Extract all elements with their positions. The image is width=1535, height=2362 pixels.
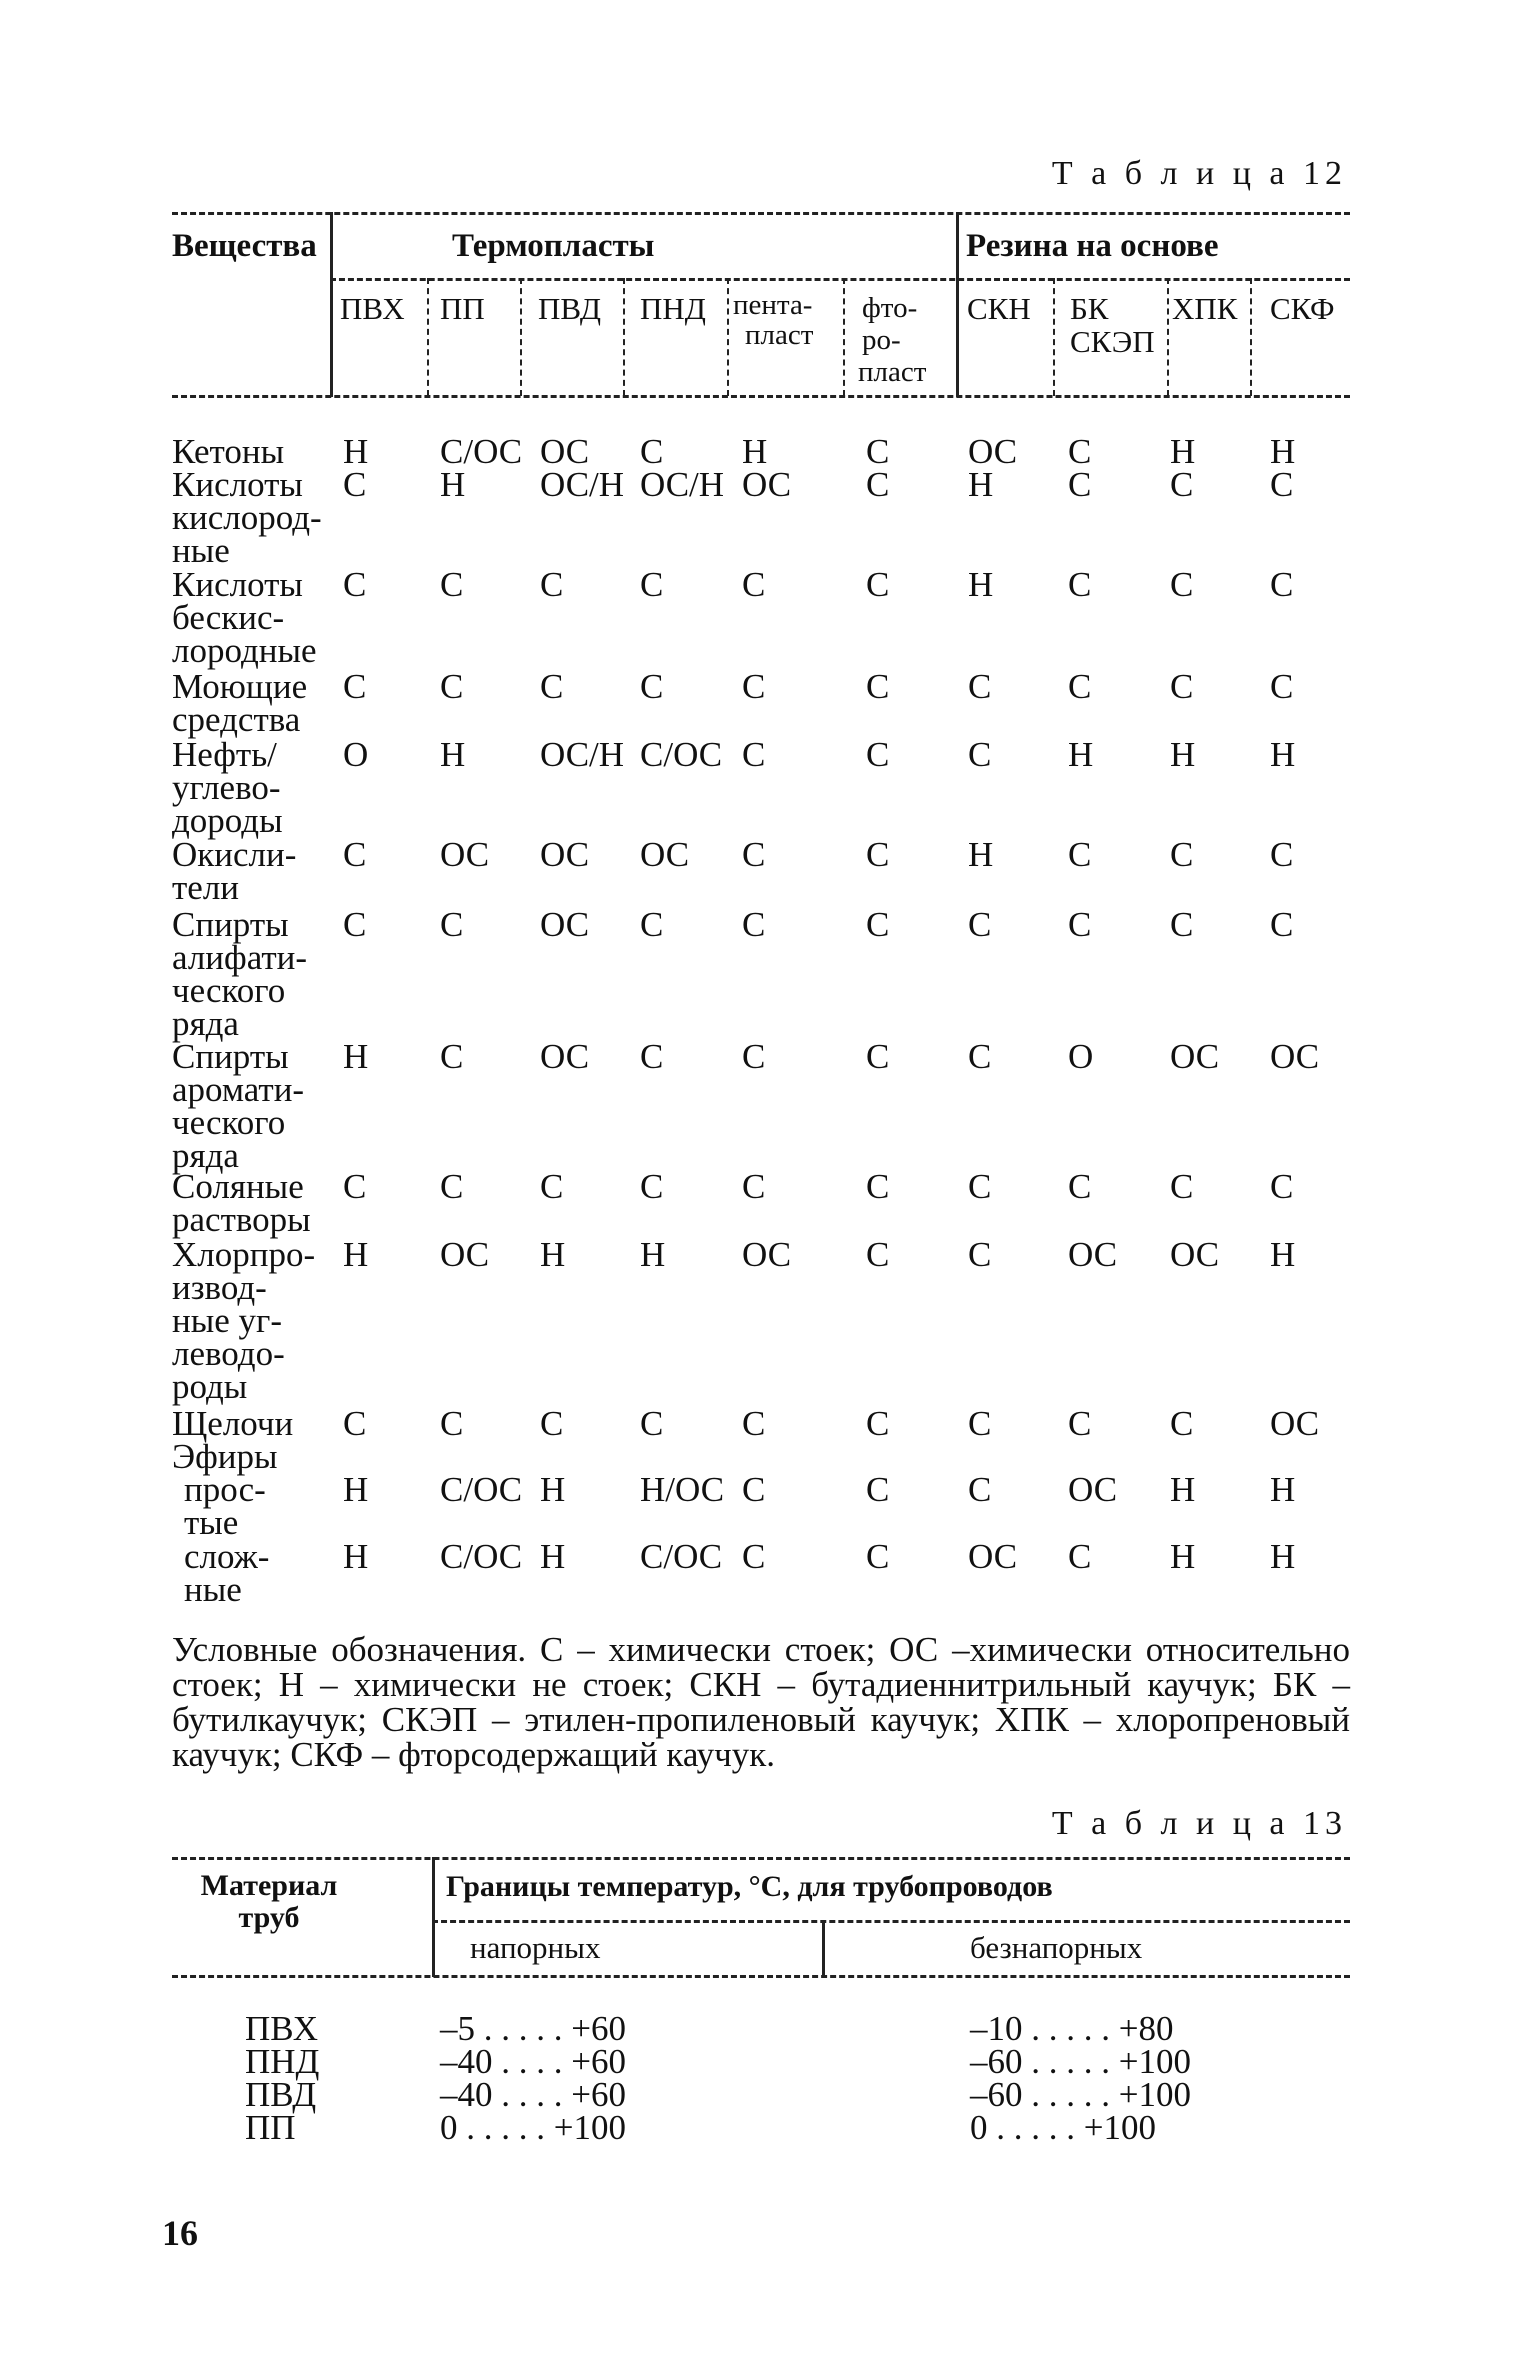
row-substance-line: лородные — [172, 631, 317, 670]
table-cell: С — [866, 735, 890, 774]
table13-vrule — [822, 1920, 825, 1977]
table-cell: С — [742, 905, 766, 944]
table-cell: С — [968, 1404, 992, 1443]
row-substance-line: алифати- — [172, 938, 308, 977]
table-cell: С/ОС — [640, 1537, 723, 1576]
column-header: ХПК — [1172, 291, 1238, 326]
row-substance-line: Соляные — [172, 1167, 304, 1206]
table-cell: Н — [343, 432, 369, 471]
row-substance-name — [172, 465, 322, 570]
table12-header-bottom-rule — [172, 395, 1350, 398]
table-cell: С — [640, 667, 664, 706]
table-cell: С — [1068, 1167, 1092, 1206]
table12-vrule — [427, 278, 429, 396]
row-substance-line: ческого — [172, 1103, 286, 1142]
table-cell: С — [540, 1167, 564, 1206]
table13-vrule — [432, 1857, 435, 1977]
table-cell: С — [1170, 835, 1194, 874]
table-cell: С — [343, 1167, 367, 1206]
table-cell: ОС — [1068, 1235, 1118, 1274]
table-cell: С/ОС — [440, 432, 523, 471]
table-cell: С — [1270, 905, 1294, 944]
row-substance-line: тые — [184, 1503, 239, 1542]
table-cell: С — [866, 667, 890, 706]
t13-header-bounds: Границы температур, °С, для трубопроводов — [446, 1870, 1053, 1903]
row-substance-name — [172, 432, 285, 471]
table-cell: О — [343, 735, 369, 774]
row-substance-line: ряда — [172, 1004, 239, 1043]
row-substance-line: бескис- — [172, 598, 285, 637]
row-substance-line: ные — [172, 531, 230, 570]
row-substance-line: Кетоны — [172, 432, 285, 471]
table-cell: С — [968, 735, 992, 774]
table-cell: С — [640, 432, 664, 471]
row-substance-line: леводо- — [172, 1334, 285, 1373]
table-cell: ОС — [540, 835, 590, 874]
table-cell: С — [866, 465, 890, 504]
table-cell: С — [1170, 905, 1194, 944]
table-cell: С/ОС — [640, 735, 723, 774]
table12-vrule — [727, 278, 729, 396]
t13-pressure-cell: –40 . . . . +60 — [440, 2075, 626, 2114]
table12-vrule — [1053, 278, 1055, 396]
table-cell: С — [343, 465, 367, 504]
table12-vrule — [843, 278, 845, 396]
header-substances: Вещества — [172, 228, 317, 264]
row-substance-name — [172, 1235, 316, 1406]
row-substance-line: Хлорпро- — [172, 1235, 316, 1274]
table-cell: ОС — [1270, 1404, 1320, 1443]
table-cell: С — [742, 1037, 766, 1076]
table12-header-mid-rule — [330, 278, 1350, 281]
ethers-heading: Эфиры — [172, 1437, 278, 1476]
table-cell: ОС — [1068, 1470, 1118, 1509]
row-substance-name — [172, 735, 283, 840]
table-cell: С — [968, 667, 992, 706]
row-substance-line: роды — [172, 1367, 248, 1406]
table-cell: Н — [1170, 735, 1196, 774]
table-cell: С — [1270, 565, 1294, 604]
table-cell: Н — [1068, 735, 1094, 774]
table12-vrule — [1250, 278, 1252, 396]
t13-gravity-cell: 0 . . . . . +100 — [970, 2108, 1156, 2147]
row-substance-line: ные — [184, 1570, 242, 1609]
row-substance-name — [184, 1537, 270, 1609]
table-cell: ОС — [540, 432, 590, 471]
header-thermoplastics: Термопласты — [452, 228, 655, 264]
table-cell: С — [1170, 1404, 1194, 1443]
table-cell: Н — [1270, 735, 1296, 774]
table-cell: Н — [1270, 432, 1296, 471]
table12-vrule — [520, 278, 522, 396]
table-cell: С — [968, 905, 992, 944]
table-cell: С — [440, 1037, 464, 1076]
column-header: фто- ро- пласт — [858, 292, 927, 388]
row-substance-line: ные уг- — [172, 1301, 283, 1340]
table-cell: С — [440, 1404, 464, 1443]
row-substance-line: Спирты — [172, 1037, 289, 1076]
table-cell: С — [866, 1470, 890, 1509]
row-substance-line: Моющие — [172, 667, 308, 706]
row-substance-line: Спирты — [172, 905, 289, 944]
table-cell: С — [343, 1404, 367, 1443]
table-cell: ОС — [440, 1235, 490, 1274]
table-cell: С — [1068, 905, 1092, 944]
table-cell: Н/ОС — [640, 1470, 725, 1509]
table-cell: С — [1068, 1404, 1092, 1443]
table-cell: С — [1068, 835, 1092, 874]
column-header: ПВД — [538, 291, 602, 326]
table-cell: Н — [540, 1470, 566, 1509]
table-cell: ОС — [742, 465, 792, 504]
table-cell: С — [343, 905, 367, 944]
table-cell: ОС — [1170, 1037, 1220, 1076]
table-cell: С — [866, 1235, 890, 1274]
table-cell: Н — [440, 735, 466, 774]
table-cell: С — [343, 835, 367, 874]
row-substance-line: Щелочи — [172, 1404, 294, 1443]
table-cell: С/ОС — [440, 1537, 523, 1576]
table12-vrule — [623, 278, 625, 396]
table-cell: Н — [343, 1470, 369, 1509]
table-cell: С — [640, 1037, 664, 1076]
t13-pressure-cell: 0 . . . . . +100 — [440, 2108, 626, 2147]
row-substance-line: прос- — [184, 1470, 266, 1509]
header-rubber: Резина на основе — [966, 228, 1219, 264]
table-cell: С/ОС — [440, 1470, 523, 1509]
table-cell: Н — [640, 1235, 666, 1274]
t13-gravity-cell: –60 . . . . . +100 — [970, 2075, 1191, 2114]
table-cell: Н — [1170, 1470, 1196, 1509]
row-substance-name — [172, 905, 308, 1043]
table-cell: С — [742, 565, 766, 604]
table-cell: О — [1068, 1037, 1094, 1076]
table13-header-mid-rule — [432, 1920, 1350, 1923]
table-cell: ОС — [968, 1537, 1018, 1576]
row-substance-line: аромати- — [172, 1070, 305, 1109]
table-cell: С — [1170, 465, 1194, 504]
table-cell: С — [742, 1470, 766, 1509]
row-substance-line: углево- — [172, 768, 281, 807]
table-cell: С — [866, 1404, 890, 1443]
column-header: ПНД — [640, 291, 706, 326]
row-substance-line: Кислоты — [172, 465, 303, 504]
table-cell: С — [640, 905, 664, 944]
table12-vrule — [956, 212, 959, 397]
row-substance-name — [172, 667, 308, 739]
table-cell: ОС/Н — [540, 735, 625, 774]
table-cell: Н — [1270, 1470, 1296, 1509]
table-cell: С — [1270, 667, 1294, 706]
table-cell: С — [1068, 565, 1092, 604]
column-header: ПВХ — [340, 291, 405, 326]
table-cell: С — [866, 1537, 890, 1576]
table-cell: Н — [540, 1537, 566, 1576]
table-cell: Н — [968, 465, 994, 504]
table-cell: С — [640, 1404, 664, 1443]
t13-gravity-cell: –10 . . . . . +80 — [970, 2009, 1174, 2048]
row-substance-line: слож- — [184, 1537, 270, 1576]
table-cell: С — [742, 1404, 766, 1443]
row-substance-line: растворы — [172, 1200, 311, 1239]
table-cell: С — [742, 735, 766, 774]
t13-header-pressure: напорных — [470, 1930, 601, 1965]
row-substance-line: извод- — [172, 1268, 267, 1307]
table-cell: С — [1068, 465, 1092, 504]
column-header: пента- пласт — [733, 289, 814, 351]
table-cell: С — [742, 667, 766, 706]
t13-material-cell: ПНД — [245, 2042, 320, 2081]
table-cell: С — [1068, 1537, 1092, 1576]
row-substance-line: ческого — [172, 971, 286, 1010]
table-cell: ОС — [540, 1037, 590, 1076]
table-cell: С — [866, 565, 890, 604]
table-cell: С — [540, 1404, 564, 1443]
row-substance-line: Окисли- — [172, 835, 297, 874]
table-cell: С — [742, 1167, 766, 1206]
row-substance-line: дороды — [172, 801, 283, 840]
column-header: ПП — [440, 291, 485, 326]
table-cell: С — [1068, 432, 1092, 471]
table-cell: С — [968, 1235, 992, 1274]
table-cell: С — [1068, 667, 1092, 706]
t13-header-material: Материал труб — [200, 1869, 338, 1934]
table-cell: ОС — [742, 1235, 792, 1274]
t13-material-cell: ПП — [245, 2108, 296, 2147]
table-cell: ОС — [1170, 1235, 1220, 1274]
row-substance-line: тели — [172, 868, 240, 907]
table12-vrule — [1167, 278, 1169, 396]
column-header: СКФ — [1270, 291, 1335, 326]
table-cell: С — [968, 1037, 992, 1076]
table-cell: С — [742, 835, 766, 874]
row-substance-line: кислород- — [172, 498, 322, 537]
table-cell: Н — [742, 432, 768, 471]
table-cell: С — [540, 565, 564, 604]
table-cell: Н — [343, 1037, 369, 1076]
table-cell: С — [1270, 835, 1294, 874]
table-cell: С — [343, 565, 367, 604]
table-cell: С — [866, 1037, 890, 1076]
table-cell: Н — [1170, 432, 1196, 471]
table-cell: ОС — [968, 432, 1018, 471]
row-substance-name — [184, 1470, 266, 1542]
table-cell: Н — [968, 835, 994, 874]
table-cell: С — [1170, 565, 1194, 604]
table12-vrule — [330, 212, 333, 397]
table-cell: ОС — [440, 835, 490, 874]
t13-material-cell: ПВД — [245, 2075, 317, 2114]
row-substance-name — [172, 835, 297, 907]
table-cell: С — [640, 565, 664, 604]
table-cell: С — [1170, 667, 1194, 706]
table-cell: ОС — [1270, 1037, 1320, 1076]
table-cell: С — [866, 432, 890, 471]
table-cell: С — [742, 1537, 766, 1576]
t13-header-gravity: безнапорных — [970, 1930, 1143, 1965]
table-cell: Н — [968, 565, 994, 604]
table-cell: С — [540, 667, 564, 706]
table-cell: Н — [440, 465, 466, 504]
table-cell: С — [968, 1167, 992, 1206]
row-substance-name — [172, 1167, 311, 1239]
page-number: 16 — [162, 2213, 198, 2253]
table-cell: Н — [1270, 1537, 1296, 1576]
table-cell: С — [640, 1167, 664, 1206]
t13-pressure-cell: –5 . . . . . +60 — [440, 2009, 626, 2048]
column-header: СКН — [967, 291, 1031, 326]
t13-gravity-cell: –60 . . . . . +100 — [970, 2042, 1191, 2081]
row-substance-name — [172, 565, 317, 670]
table12-caption: Т а б л и ц а 12 — [1051, 155, 1347, 192]
table-cell: С — [1270, 465, 1294, 504]
t13-material-cell: ПВХ — [245, 2009, 319, 2048]
legend: Условные обозначения. С – химически стоек; ОС –химически относительно стоек; Н – химически не стоек; СКН – бутадиеннитрильный каучук; БК – бутилкаучук; СКЭП – этилен-пропиленовый каучук; ХПК – хлоропреновый каучук; СКФ – фторсодержащий каучук. — [172, 1630, 1350, 1774]
row-substance-line: Нефть/ — [172, 735, 277, 774]
table-cell: С — [866, 835, 890, 874]
row-substance-line: Кислоты — [172, 565, 303, 604]
table-cell: С — [440, 667, 464, 706]
table-cell: С — [866, 1167, 890, 1206]
table-cell: С — [343, 667, 367, 706]
row-substance-name — [172, 1404, 294, 1443]
t13-pressure-cell: –40 . . . . +60 — [440, 2042, 626, 2081]
table-cell: С — [1170, 1167, 1194, 1206]
table-cell: С — [440, 565, 464, 604]
table-cell: С — [968, 1470, 992, 1509]
table-cell: ОС/Н — [640, 465, 725, 504]
table-cell: С — [866, 905, 890, 944]
table13-top-rule — [172, 1857, 1350, 1860]
table-cell: С — [440, 905, 464, 944]
row-substance-line: ряда — [172, 1136, 239, 1175]
table-cell: Н — [540, 1235, 566, 1274]
table-cell: Н — [1170, 1537, 1196, 1576]
table-cell: С — [1270, 1167, 1294, 1206]
table12-top-rule — [172, 212, 1350, 215]
table-cell: Н — [1270, 1235, 1296, 1274]
table-cell: ОС/Н — [540, 465, 625, 504]
table-cell: ОС — [640, 835, 690, 874]
column-header: БК СКЭП — [1070, 291, 1155, 359]
row-substance-line: средства — [172, 700, 301, 739]
table13-caption: Т а б л и ц а 13 — [1051, 1805, 1347, 1842]
table-cell: Н — [343, 1235, 369, 1274]
table-cell: Н — [343, 1537, 369, 1576]
row-substance-name — [172, 1037, 305, 1175]
table-cell: ОС — [540, 905, 590, 944]
table13-header-bottom-rule — [172, 1975, 1350, 1978]
table-cell: С — [440, 1167, 464, 1206]
